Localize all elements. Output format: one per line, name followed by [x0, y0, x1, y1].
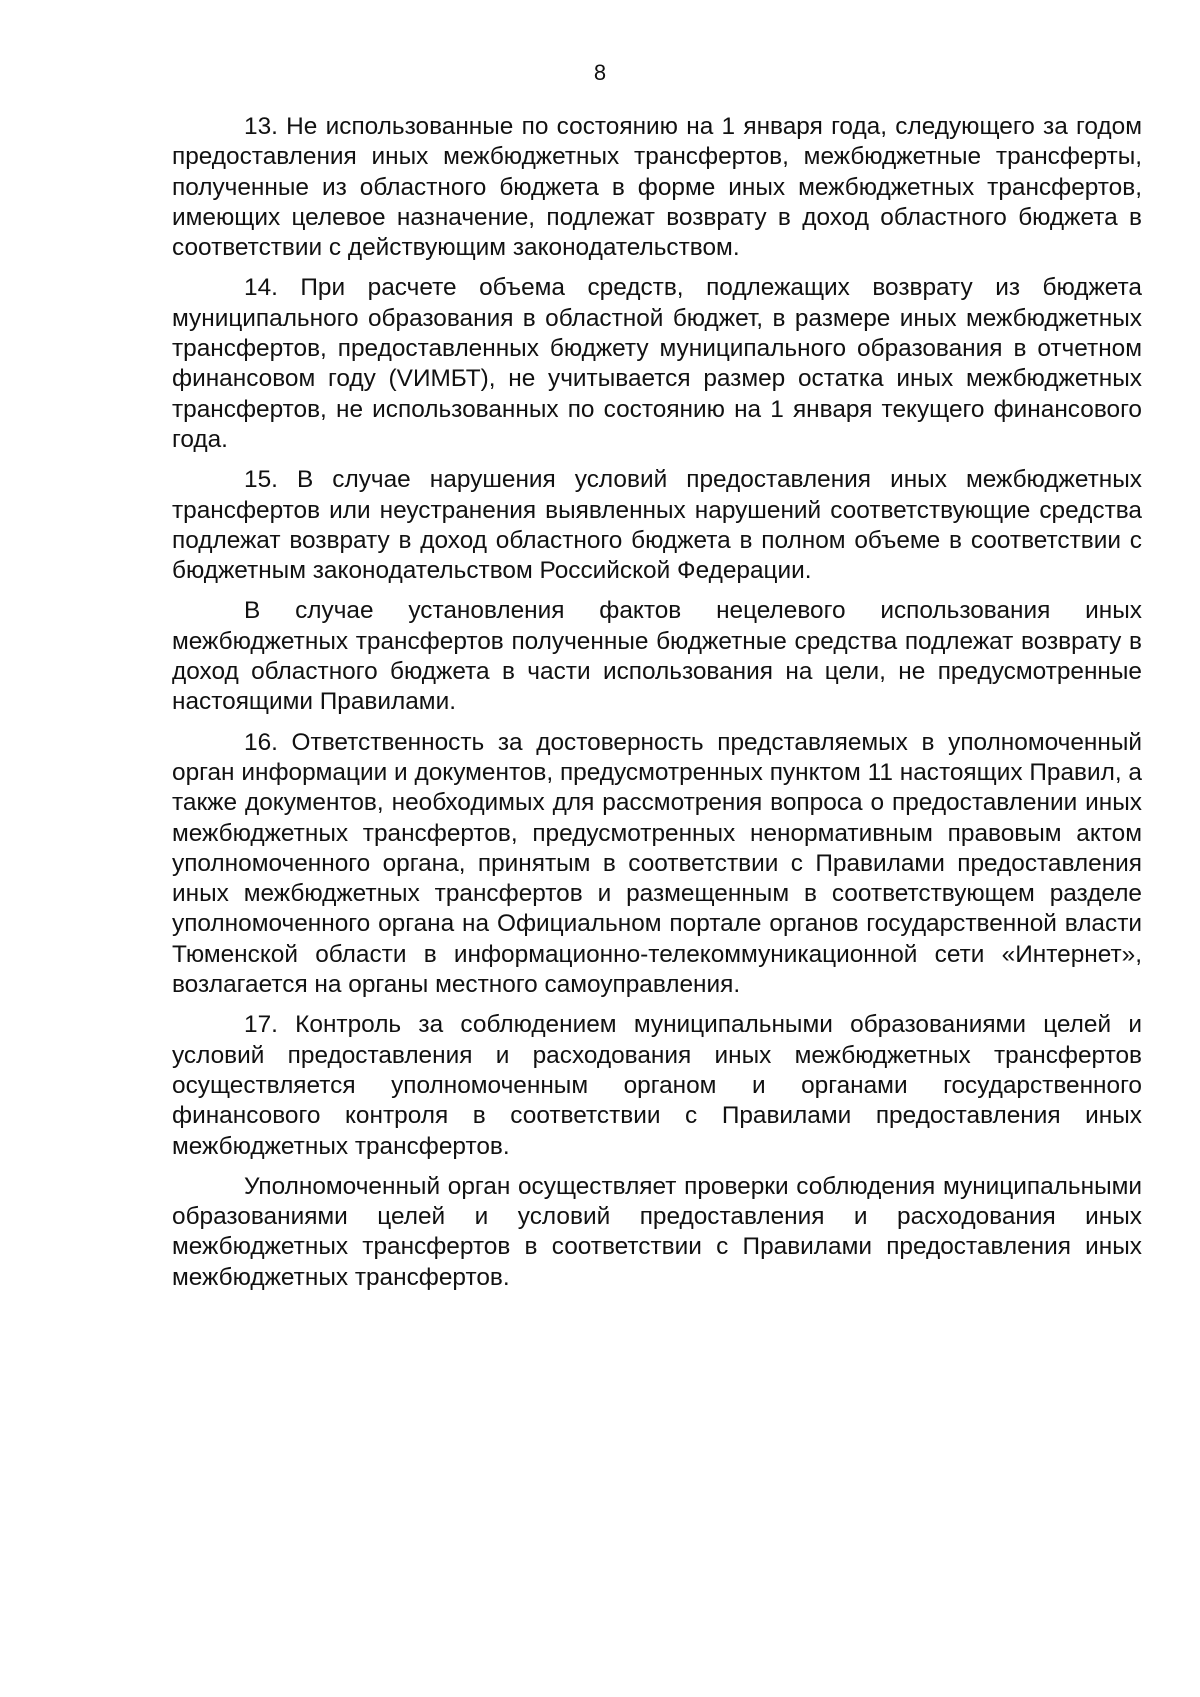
paragraph-17-continued: Уполномоченный орган осуществляет проверки соблюдения муниципальными образованиями целей и условий предоставления и расходования иных межбюджетных трансфертов в соответствии с Правилами предоставления иных межбюджетных трансфертов. [172, 1172, 1142, 1291]
paragraph-17: 17. Контроль за соблюдением муниципальными образованиями целей и условий предоставления и расходования иных межбюджетных трансфертов осуществляется уполномоченным органом и органами государственного финансового контроля в соответствии с Правилами предоставления иных межбюджетных трансфертов. [172, 1011, 1142, 1160]
paragraph-16: 16. Ответственность за достоверность представляемых в уполномоченный орган информации и документов, предусмотренных пунктом 11 настоящих Правил, а также документов, необходимых для рассмотрения вопроса о предоставлении иных межбюджетных трансфертов, предусмотренных ненормативным правовым актом уполномоченного органа, принятым в соответствии с Правилами предоставления иных межбюджетных трансфертов и размещенным в соответствующем разделе уполномоченного органа на Официальном портале органов государственной власти Тюменской области в информационно-телекоммуникационной сети «Интернет», возлагается на органы местного самоуправления. [172, 728, 1142, 999]
paragraph-14: 14. При расчете объема средств, подлежащих возврату из бюджета муниципального образования в областной бюджет, в размере иных межбюджетных трансфертов, предоставленных бюджету муниципального образования в отчетном финансовом году (VИМБТ), не учитывается размер остатка иных межбюджетных трансфертов, не использованных по состоянию на 1 января текущего финансового года. [172, 274, 1142, 453]
paragraph-13: 13. Не использованные по состоянию на 1 января года, следующего за годом предоставления иных межбюджетных трансфертов, межбюджетные трансферты, полученные из областного бюджета в форме иных межбюджетных трансфертов, имеющих целевое назначение, подлежат возврату в доход областного бюджета в соответствии с действующим законодательством. [172, 113, 1142, 262]
paragraph-15-continued: В случае установления фактов нецелевого использования иных межбюджетных трансфертов полученные бюджетные средства подлежат возврату в доход областного бюджета в части использования на цели, не предусмотренные настоящими Правилами. [172, 597, 1142, 716]
paragraph-15: 15. В случае нарушения условий предоставления иных межбюджетных трансфертов или неустранения выявленных нарушений соответствующие средства подлежат возврату в доход областного бюджета в полном объеме в соответствии с бюджетным законодательством Российской Федерации. [172, 466, 1142, 585]
page-number: 8 [593, 60, 607, 85]
document-body [172, 112, 1142, 1303]
